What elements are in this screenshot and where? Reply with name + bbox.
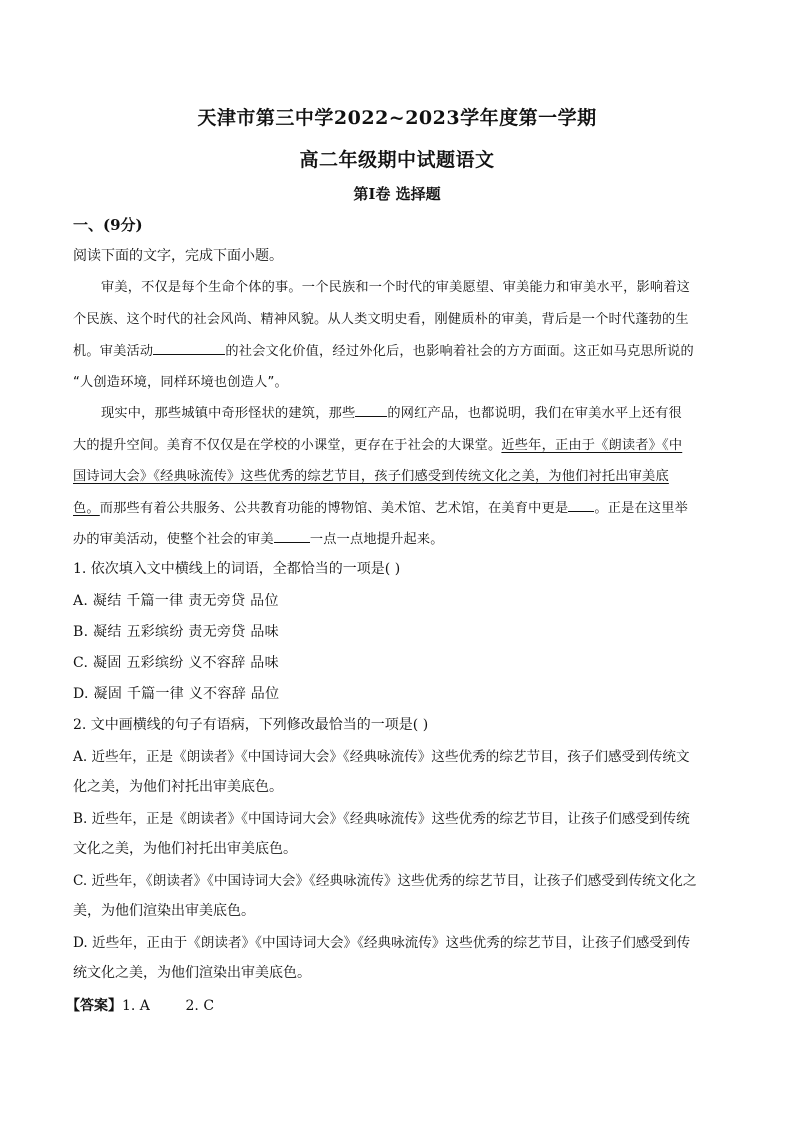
underlined-sentence: 近些年，正由于《朗读者》《中 xyxy=(501,438,683,453)
exam-subtitle: 高二年级期中试题语文 xyxy=(299,149,495,171)
question-2-stem: 2. 文中画横线的句子有语病，下列修改最恰当的一项是( ) xyxy=(73,717,429,733)
section-title: 第Ⅰ卷 选择题 xyxy=(353,185,441,203)
q2-option-d-cont: 统文化之美，为他们渲染出审美底色。 xyxy=(73,965,311,981)
exam-title: 天津市第三中学2022~2023学年度第一学期 xyxy=(197,107,597,129)
passage-line: 个民族、这个时代的社会风尚、精神风貌。从人类文明史看，刚健质朴的审美，背后是一个时代蓬勃的生 xyxy=(73,312,689,327)
reading-instruction: 阅读下面的文字，完成下面小题。 xyxy=(73,248,283,264)
passage-line xyxy=(73,528,444,547)
answer-text: 1. A 2. C xyxy=(122,998,215,1014)
underlined-sentence: 色。 xyxy=(73,501,100,516)
q1-option-d: D. 凝固 千篇一律 义不容辞 品位 xyxy=(73,686,280,702)
fill-blank xyxy=(568,499,594,512)
passage-text: 机。审美活动 xyxy=(73,344,154,359)
question-1-stem: 1. 依次填入文中横线上的词语，全都恰当的一项是( ) xyxy=(73,561,401,577)
passage-text: 办的审美活动，使整个社会的审美 xyxy=(73,532,274,547)
q2-option-c: C. 近些年，《朗读者》《中国诗词大会》《经典咏流传》这些优秀的综艺节目，让孩子们感受到传统文化之 xyxy=(73,873,697,889)
passage-line xyxy=(73,340,694,359)
passage-text: 的社会文化价值，经过外化后，也影响着社会的方方面面。这正如马克思所说的 xyxy=(225,344,694,359)
passage-line xyxy=(73,434,682,453)
q2-option-d: D. 近些年，正由于《朗读者》《中国诗词大会》《经典咏流传》这些优秀的综艺节目，让孩子们感受到传 xyxy=(73,935,691,951)
answer-tag: 【答案】 xyxy=(66,998,122,1014)
q2-option-a: A. 近些年，正是《朗读者》《中国诗词大会》《经典咏流传》这些优秀的综艺节目，孩子们感受到传统文 xyxy=(73,749,690,765)
q2-option-b: B. 近些年，正是《朗读者》《中国诗词大会》《经典咏流传》这些优秀的综艺节目，让孩子们感受到传统 xyxy=(73,811,690,827)
q2-option-b-cont: 文化之美，为他们衬托出审美底色。 xyxy=(73,841,297,857)
passage-text: 的网红产品，也都说明，我们在审美水平上还有很 xyxy=(387,406,682,421)
passage-line: 审美，不仅是每个生命个体的事。一个民族和一个时代的审美愿望、审美能力和审美水平，影响着这 xyxy=(101,280,691,295)
passage-text: 一点一点地提升起来。 xyxy=(309,532,444,547)
fill-blank xyxy=(274,530,310,543)
q1-option-b: B. 凝结 五彩缤纷 责无旁贷 品味 xyxy=(73,624,279,640)
passage-text: 。正是在这里举 xyxy=(594,501,689,516)
passage-text: 大的提升空间。美育不仅仅是在学校的小课堂，更存在于社会的大课堂。 xyxy=(73,438,502,453)
answer-line xyxy=(66,995,214,1015)
q1-option-c: C. 凝固 五彩缤纷 义不容辞 品味 xyxy=(73,655,279,671)
passage-text: 而那些有着公共服务、公共教育功能的博物馆、美术馆、艺术馆，在美育中更是 xyxy=(99,501,569,516)
q1-option-a: A. 凝结 千篇一律 责无旁贷 品位 xyxy=(73,593,279,609)
q2-option-c-cont: 美，为他们渲染出审美底色。 xyxy=(73,903,255,919)
passage-line: “人创造环境，同样环境也创造人”。 xyxy=(73,375,288,390)
fill-blank xyxy=(355,404,387,417)
q2-option-a-cont: 化之美，为他们衬托出审美底色。 xyxy=(73,779,283,795)
underlined-sentence: 国诗词大会》《经典咏流传》这些优秀的综艺节目，孩子们感受到传统文化之美，为他们衬托出审美底 xyxy=(73,469,669,484)
passage-text: 现实中，那些城镇中奇形怪状的建筑，那些 xyxy=(101,406,356,421)
passage-line xyxy=(73,465,669,484)
fill-blank xyxy=(153,342,225,355)
section-heading: 一、(9分) xyxy=(73,216,143,234)
passage-line xyxy=(101,402,682,421)
passage-line xyxy=(73,497,688,516)
